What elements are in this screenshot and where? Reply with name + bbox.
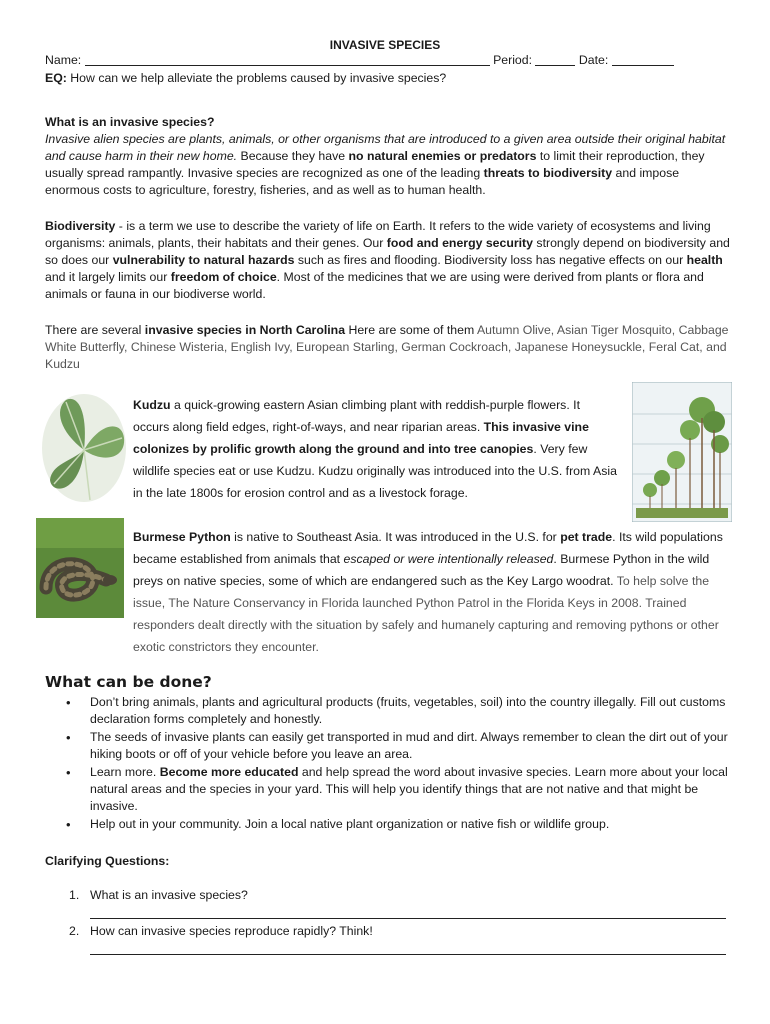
question-text: How can invasive species reproduce rapidly? Think! bbox=[90, 924, 373, 938]
section-heading-what-is: What is an invasive species? bbox=[45, 115, 215, 129]
answer-line-2[interactable] bbox=[90, 940, 726, 955]
question-item: 2. How can invasive species reproduce rapidly? Think! bbox=[45, 923, 735, 955]
nc-species-list: Autumn Olive, Asian Tiger Mosquito, Cabbage White Butterfly, Chinese Wisteria, English Ivy, European Starling, German Cockroach, Japanese Honeysuckle, Feral Cat, and Kudzu bbox=[45, 323, 729, 371]
list-item: • Don’t bring animals, plants and agricultural products (fruits, vegetables, soil) into the country illegally. Fill out customs declaration forms completely and honestly. bbox=[45, 694, 735, 728]
definition-italic: Invasive alien species are plants, animals, or other organisms that are introduced to a given area outside their original habitat and cause harm in their new home. bbox=[45, 132, 726, 163]
actions-list bbox=[45, 694, 735, 834]
section-heading-what-can-be-done: What can be done? bbox=[45, 673, 212, 691]
python-name: Burmese Python bbox=[133, 530, 231, 544]
period-label: Period: bbox=[493, 53, 533, 67]
nc-species-paragraph: There are several invasive species in North Carolina Here are some of them Autumn Olive, Asian Tiger Mosquito, Cabbage White Butterfly, Chinese Wisteria, English Ivy, European Starling, German Cockroach, Japanese Honeysuckle, Feral Cat, and Kudzu bbox=[45, 323, 729, 371]
question-text: What is an invasive species? bbox=[90, 888, 248, 902]
page-title: INVASIVE SPECIES bbox=[329, 38, 441, 52]
eq-text: How can we help alleviate the problems caused by invasive species? bbox=[70, 71, 447, 85]
clarifying-questions-list bbox=[45, 887, 735, 959]
list-item: • The seeds of invasive plants can easily get transported in mud and dirt. Always remember to clean the dirt out of your hiking boots or off of your vehicle before you leave an area. bbox=[45, 729, 735, 763]
student-info-line bbox=[45, 52, 735, 69]
question-item: 1. What is an invasive species? bbox=[45, 887, 735, 919]
answer-line-1[interactable] bbox=[90, 904, 726, 919]
biodiversity-term: Biodiversity bbox=[45, 219, 116, 233]
essential-question bbox=[45, 70, 735, 87]
list-item: • Help out in your community. Join a local native plant organization or native fish or wildlife group. bbox=[45, 816, 735, 833]
python-paragraph: Burmese Python is native to Southeast Asia. It was introduced in the U.S. for pet trade. Its wild populations became established from animals that escaped or were intentionally released. Burmese Python in the wild preys on native species, some of which are endangered such as the Key Largo woodrat. To help solve the issue, The Nature Conservancy in Florida launched Python Patrol in the Florida Keys in 2008. Trained responders dealt directly with the situation by safely and humanely capturing and removing pythons or other exotic constrictors they encounter. bbox=[133, 530, 723, 654]
clarifying-heading: Clarifying Questions: bbox=[45, 854, 170, 868]
python-patrol-text: To help solve the issue, The Nature Conservancy in Florida launched Python Patrol in the Florida Keys in 2008. Trained responders dealt directly with the situation by safely and humanely capturing and removing pythons or other exotic constrictors they encounter. bbox=[133, 574, 719, 654]
name-field[interactable] bbox=[85, 53, 490, 66]
eq-label: EQ: bbox=[45, 71, 67, 85]
name-label: Name: bbox=[45, 53, 82, 67]
period-field[interactable] bbox=[535, 53, 575, 66]
date-label: Date: bbox=[578, 53, 609, 67]
forest-canopy-diagram bbox=[632, 382, 732, 522]
kudzu-leaf-image bbox=[40, 392, 128, 504]
date-field[interactable] bbox=[612, 53, 674, 66]
kudzu-paragraph: Kudzu a quick-growing eastern Asian climbing plant with reddish-purple flowers. It occurs along field edges, right-of-ways, and near riparian areas. This invasive vine colonizes by prolific growth along the ground and into tree canopies. Very few wildlife species eat or use Kudzu. Kudzu originally was introduced into the U.S. from Asia in the late 1800s for erosion control and as a livestock forage. bbox=[133, 398, 617, 500]
biodiversity-paragraph: Biodiversity - is a term we use to describe the variety of life on Earth. It refers to the wide variety of ecosystems and living organisms: animals, plants, their habitats and their genes. Our food and energy security strongly depend on biodiversity and so does our vulnerability to natural hazards such as fires and flooding. Biodiversity loss has negative effects on our health and it largely limits our freedom of choice. Most of the medicines that we are using were derived from plants or flora and animals or fauna in our biodiverse world. bbox=[45, 219, 730, 301]
definition-paragraph: Invasive alien species are plants, animals, or other organisms that are introduced to a given area outside their original habitat and cause harm in their new home. Because they have no natural enemies or predators to limit their reproduction, they usually spread rampantly. Invasive species are recognized as one of the leading threats to biodiversity and impose enormous costs to agriculture, forestry, fisheries, and as well as to human health. bbox=[45, 132, 726, 197]
kudzu-name: Kudzu bbox=[133, 398, 171, 412]
list-item: • Learn more. Become more educated and help spread the word about invasive species. Learn more about your local natural areas and the species in your yard. This will help you identify things that are not native and that might be invasive. bbox=[45, 764, 735, 815]
burmese-python-image bbox=[36, 518, 124, 618]
